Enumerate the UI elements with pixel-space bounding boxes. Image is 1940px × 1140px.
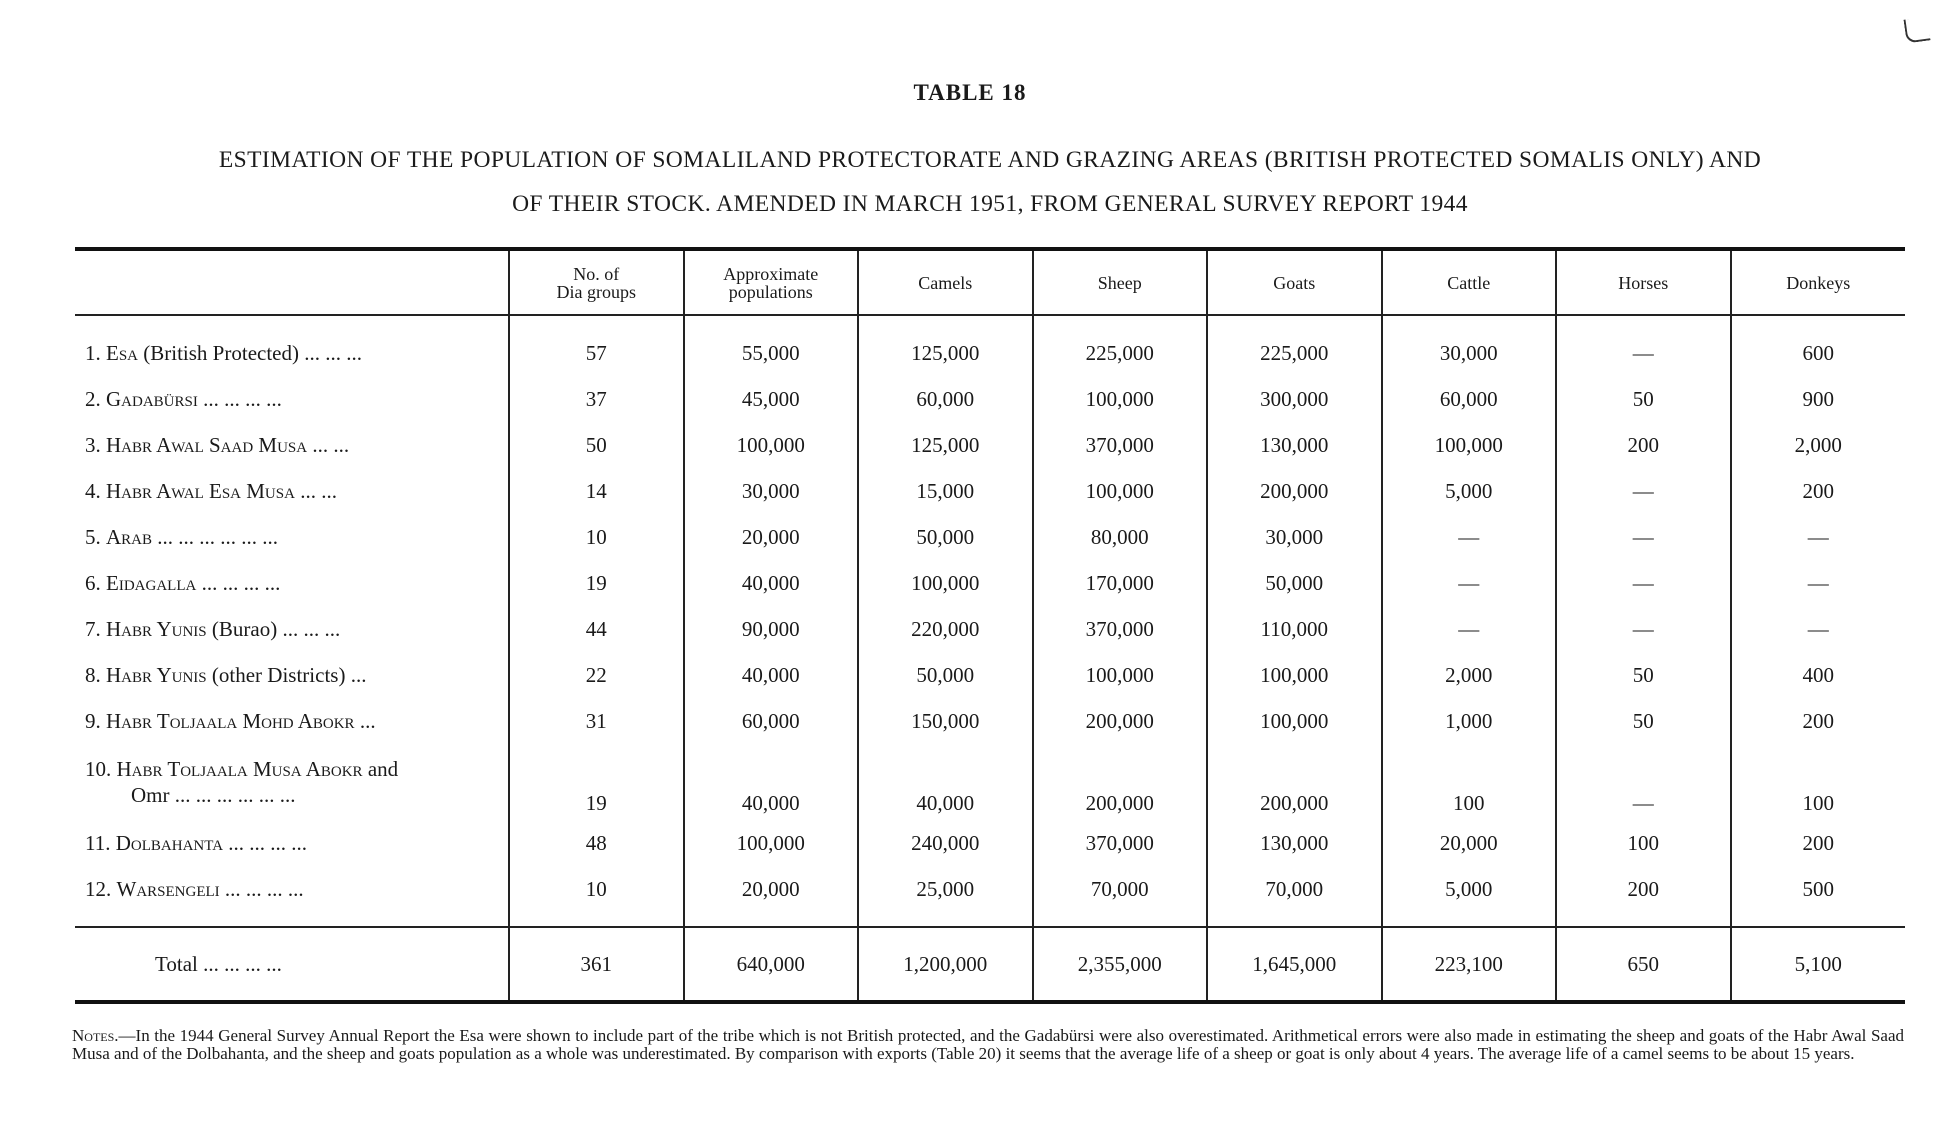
sheep-cell: 370,000 <box>1033 606 1208 652</box>
horses-cell: 50 <box>1556 698 1731 744</box>
sheep-cell: 70,000 <box>1033 866 1208 927</box>
horses-cell: — <box>1556 315 1731 376</box>
dia-groups-cell: 57 <box>509 315 684 376</box>
sheep-cell: 370,000 <box>1033 422 1208 468</box>
population-cell: 45,000 <box>684 376 859 422</box>
cattle-cell: 1,000 <box>1382 698 1557 744</box>
notes-text: —In the 1944 General Survey Annual Report the Esa were shown to include part of the tribe which is not British protected, and the Gadabürsi were also overestimated. Arithmetical errors were also made in estimating the sheep and goats of the Habr Awal Saad Musa and of the Dolbahanta, and the sheep and goats population as a whole was underestimated. By comparison with exports (Table 20) it seems that the average life of a sheep or goat is only about 4 years. The average life of a camel seems to be about 15 years. <box>72 1026 1904 1063</box>
header-donkeys: Donkeys <box>1731 249 1906 315</box>
tribe-name: 12. Warsengeli ... ... ... ... <box>85 877 304 901</box>
table-row <box>75 606 1905 652</box>
camels-cell: 60,000 <box>858 376 1033 422</box>
horses-cell: 200 <box>1556 422 1731 468</box>
goats-cell: 200,000 <box>1207 744 1382 820</box>
tribe-name-line-1: 10. Habr Toljaala Musa Abokr and <box>85 757 399 781</box>
cattle-cell: 20,000 <box>1382 820 1557 866</box>
donkeys-cell: 600 <box>1731 315 1906 376</box>
horses-cell: — <box>1556 468 1731 514</box>
camels-cell: 100,000 <box>858 560 1033 606</box>
header-populations: Approximate populations <box>684 249 859 315</box>
population-cell: 90,000 <box>684 606 859 652</box>
goats-cell: 225,000 <box>1207 315 1382 376</box>
tribe-name: 8. Habr Yunis (other Districts) ... <box>85 663 367 687</box>
tribe-name-line-2: Omr ... ... ... ... ... ... <box>131 783 296 807</box>
donkeys-cell: 200 <box>1731 820 1906 866</box>
goats-cell: 200,000 <box>1207 468 1382 514</box>
camels-cell: 50,000 <box>858 514 1033 560</box>
cattle-cell: — <box>1382 606 1557 652</box>
table-row <box>75 315 1905 376</box>
total-dia-groups: 361 <box>509 927 684 1002</box>
camels-cell: 25,000 <box>858 866 1033 927</box>
tribe-name: 3. Habr Awal Saad Musa ... ... <box>85 433 350 457</box>
table-subtitle <box>80 138 1900 226</box>
total-donkeys: 5,100 <box>1731 927 1906 1002</box>
sheep-cell: 100,000 <box>1033 468 1208 514</box>
population-cell: 40,000 <box>684 652 859 698</box>
tribe-name: 2. Gadabürsi ... ... ... ... <box>85 387 282 411</box>
header-goats: Goats <box>1207 249 1382 315</box>
goats-cell: 130,000 <box>1207 422 1382 468</box>
sheep-cell: 100,000 <box>1033 376 1208 422</box>
camels-cell: 220,000 <box>858 606 1033 652</box>
donkeys-cell: 200 <box>1731 698 1906 744</box>
donkeys-cell: 900 <box>1731 376 1906 422</box>
dia-groups-cell: 19 <box>509 744 684 820</box>
tribe-name: 4. Habr Awal Esa Musa ... ... <box>85 479 337 503</box>
total-label: Total ... ... ... ... <box>75 927 509 1002</box>
sheep-cell: 80,000 <box>1033 514 1208 560</box>
dia-groups-cell: 48 <box>509 820 684 866</box>
tribe-name: 11. Dolbahanta ... ... ... ... <box>85 831 308 855</box>
total-horses: 650 <box>1556 927 1731 1002</box>
cattle-cell: 2,000 <box>1382 652 1557 698</box>
horses-cell: — <box>1556 514 1731 560</box>
cattle-cell: 30,000 <box>1382 315 1557 376</box>
population-table <box>75 247 1905 1004</box>
camels-cell: 125,000 <box>858 422 1033 468</box>
population-cell: 30,000 <box>684 468 859 514</box>
population-cell: 40,000 <box>684 560 859 606</box>
goats-cell: 300,000 <box>1207 376 1382 422</box>
table-row <box>75 422 1905 468</box>
horses-cell: 50 <box>1556 652 1731 698</box>
dia-groups-cell: 10 <box>509 514 684 560</box>
population-cell: 20,000 <box>684 514 859 560</box>
tribe-name: 9. Habr Toljaala Mohd Abokr ... <box>85 709 376 733</box>
population-cell: 100,000 <box>684 820 859 866</box>
cattle-cell: 100,000 <box>1382 422 1557 468</box>
dia-groups-cell: 19 <box>509 560 684 606</box>
table-title: TABLE 18 <box>913 80 1027 105</box>
sheep-cell: 370,000 <box>1033 820 1208 866</box>
goats-cell: 110,000 <box>1207 606 1382 652</box>
cattle-cell: — <box>1382 560 1557 606</box>
header-sheep: Sheep <box>1033 249 1208 315</box>
tribe-name: 6. Eidagalla ... ... ... ... <box>85 571 281 595</box>
notes-lead: Notes. <box>72 1026 119 1045</box>
camels-cell: 50,000 <box>858 652 1033 698</box>
table-row <box>75 652 1905 698</box>
table-total <box>75 927 1905 1002</box>
horses-cell: — <box>1556 744 1731 820</box>
total-goats: 1,645,000 <box>1207 927 1382 1002</box>
camels-cell: 15,000 <box>858 468 1033 514</box>
total-cattle: 223,100 <box>1382 927 1557 1002</box>
sheep-cell: 200,000 <box>1033 744 1208 820</box>
donkeys-cell: 500 <box>1731 866 1906 927</box>
donkeys-cell: 400 <box>1731 652 1906 698</box>
horses-cell: 200 <box>1556 866 1731 927</box>
goats-cell: 50,000 <box>1207 560 1382 606</box>
dia-groups-cell: 22 <box>509 652 684 698</box>
total-population: 640,000 <box>684 927 859 1002</box>
population-cell: 100,000 <box>684 422 859 468</box>
camels-cell: 150,000 <box>858 698 1033 744</box>
population-cell: 20,000 <box>684 866 859 927</box>
population-table-wrapper <box>75 247 1905 1004</box>
population-cell: 60,000 <box>684 698 859 744</box>
tribe-name: 5. Arab ... ... ... ... ... ... <box>85 525 279 549</box>
table-row <box>75 698 1905 744</box>
tribe-name: 1. Esa (British Protected) ... ... ... <box>85 341 362 365</box>
header-dia-groups: No. of Dia groups <box>509 249 684 315</box>
camels-cell: 240,000 <box>858 820 1033 866</box>
donkeys-cell: 2,000 <box>1731 422 1906 468</box>
donkeys-cell: 200 <box>1731 468 1906 514</box>
table-row <box>75 560 1905 606</box>
sheep-cell: 100,000 <box>1033 652 1208 698</box>
horses-cell: — <box>1556 560 1731 606</box>
table-row <box>75 820 1905 866</box>
goats-cell: 130,000 <box>1207 820 1382 866</box>
camels-cell: 125,000 <box>858 315 1033 376</box>
tribe-name <box>75 744 509 820</box>
table-row <box>75 744 1905 820</box>
table-row <box>75 376 1905 422</box>
goats-cell: 100,000 <box>1207 698 1382 744</box>
sheep-cell: 200,000 <box>1033 698 1208 744</box>
table-body <box>75 315 1905 927</box>
dia-groups-cell: 14 <box>509 468 684 514</box>
cattle-cell: 5,000 <box>1382 866 1557 927</box>
handwritten-mark <box>1903 16 1930 43</box>
dia-groups-cell: 10 <box>509 866 684 927</box>
dia-groups-cell: 44 <box>509 606 684 652</box>
tribe-name: 7. Habr Yunis (Burao) ... ... ... <box>85 617 341 641</box>
horses-cell: 50 <box>1556 376 1731 422</box>
donkeys-cell: — <box>1731 560 1906 606</box>
cattle-cell: — <box>1382 514 1557 560</box>
subtitle-line-2: OF THEIR STOCK. AMENDED IN MARCH 1951, FROM GENERAL SURVEY REPORT 1944 <box>512 191 1468 217</box>
cattle-cell: 60,000 <box>1382 376 1557 422</box>
donkeys-cell: — <box>1731 514 1906 560</box>
cattle-cell: 100 <box>1382 744 1557 820</box>
table-notes <box>72 1027 1904 1063</box>
table-header <box>75 249 1905 315</box>
donkeys-cell: 100 <box>1731 744 1906 820</box>
header-horses: Horses <box>1556 249 1731 315</box>
horses-cell: 100 <box>1556 820 1731 866</box>
table-row <box>75 468 1905 514</box>
header-tribe <box>75 249 509 315</box>
total-camels: 1,200,000 <box>858 927 1033 1002</box>
horses-cell: — <box>1556 606 1731 652</box>
dia-groups-cell: 37 <box>509 376 684 422</box>
goats-cell: 30,000 <box>1207 514 1382 560</box>
goats-cell: 100,000 <box>1207 652 1382 698</box>
population-cell: 40,000 <box>684 744 859 820</box>
sheep-cell: 225,000 <box>1033 315 1208 376</box>
total-sheep: 2,355,000 <box>1033 927 1208 1002</box>
camels-cell: 40,000 <box>858 744 1033 820</box>
goats-cell: 70,000 <box>1207 866 1382 927</box>
population-cell: 55,000 <box>684 315 859 376</box>
subtitle-line-1: ESTIMATION OF THE POPULATION OF SOMALILAND PROTECTORATE AND GRAZING AREAS (BRITISH PROTECTED SOMALIS ONLY) AND <box>218 147 1762 173</box>
table-row <box>75 866 1905 927</box>
header-cattle: Cattle <box>1382 249 1557 315</box>
table-row <box>75 514 1905 560</box>
dia-groups-cell: 50 <box>509 422 684 468</box>
donkeys-cell: — <box>1731 606 1906 652</box>
cattle-cell: 5,000 <box>1382 468 1557 514</box>
sheep-cell: 170,000 <box>1033 560 1208 606</box>
dia-groups-cell: 31 <box>509 698 684 744</box>
header-camels: Camels <box>858 249 1033 315</box>
total-row <box>75 927 1905 1002</box>
